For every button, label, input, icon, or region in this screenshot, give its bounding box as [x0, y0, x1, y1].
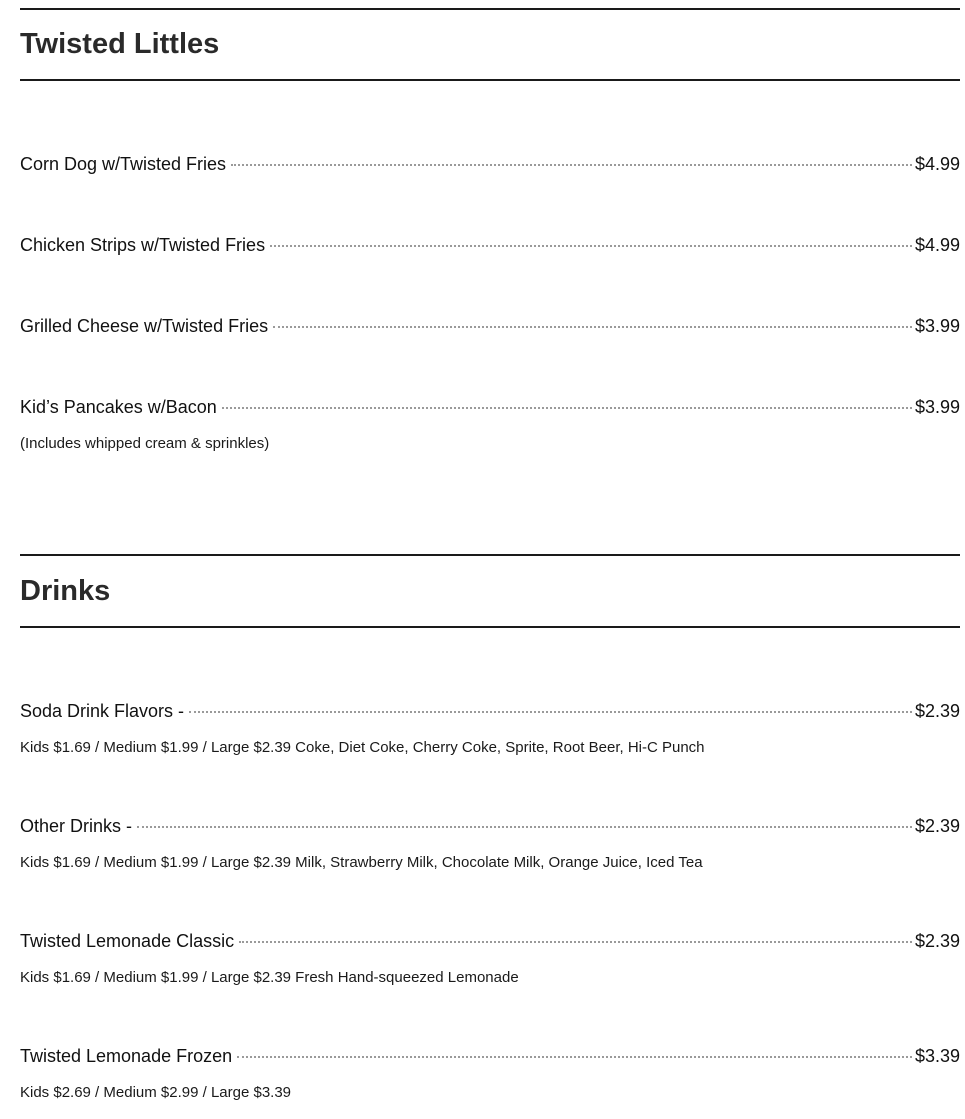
dotted-leader [189, 710, 912, 713]
dotted-leader [273, 325, 912, 328]
menu-item-twisted-lemonade-frozen [20, 1045, 960, 1067]
menu-item-price: $3.99 [914, 316, 960, 336]
menu-item-price: $2.39 [914, 816, 960, 836]
menu-item-chicken-strips [20, 234, 960, 256]
section-top-rule [20, 8, 960, 10]
dotted-leader [137, 825, 912, 828]
menu-item-name: Chicken Strips w/Twisted Fries [20, 235, 266, 255]
menu-item-name: Soda Drink Flavors - [20, 701, 185, 721]
dotted-leader [222, 406, 912, 409]
section-title-twisted-littles: Twisted Littles [20, 28, 220, 60]
menu-item-other-drinks [20, 815, 960, 837]
menu-item-price: $2.39 [914, 931, 960, 951]
menu-item-price: $4.99 [914, 235, 960, 255]
menu-item-kids-pancakes [20, 396, 960, 418]
menu-item-soda-drink-flavors [20, 700, 960, 722]
menu-item-description: Kids $1.69 / Medium $1.99 / Large $2.39 Coke, Diet Coke, Cherry Coke, Sprite, Root Beer, Hi-C Punch [20, 739, 705, 756]
dotted-leader [231, 163, 912, 166]
dotted-leader [239, 940, 912, 943]
menu-item-price: $4.99 [914, 154, 960, 174]
menu-item-twisted-lemonade-classic [20, 930, 960, 952]
menu-item-price: $2.39 [914, 701, 960, 721]
menu-item-description: (Includes whipped cream & sprinkles) [20, 435, 270, 452]
menu-item-name: Kid’s Pancakes w/Bacon [20, 397, 217, 417]
menu-item-description: Kids $1.69 / Medium $1.99 / Large $2.39 Milk, Strawberry Milk, Chocolate Milk, Orange Juice, Iced Tea [20, 854, 703, 871]
menu-item-price: $3.99 [914, 397, 960, 417]
section-title-drinks: Drinks [20, 575, 111, 607]
dotted-leader [270, 244, 912, 247]
menu-item-name: Twisted Lemonade Classic [20, 931, 235, 951]
dotted-leader [237, 1055, 912, 1058]
menu-item-name: Grilled Cheese w/Twisted Fries [20, 316, 269, 336]
section-bottom-rule [20, 626, 960, 628]
menu-item-corn-dog [20, 153, 960, 175]
menu-item-name: Other Drinks - [20, 816, 133, 836]
menu-item-name: Twisted Lemonade Frozen [20, 1046, 233, 1066]
menu-item-price: $3.39 [914, 1046, 960, 1066]
menu-item-grilled-cheese [20, 315, 960, 337]
menu-item-name: Corn Dog w/Twisted Fries [20, 154, 227, 174]
section-bottom-rule [20, 79, 960, 81]
menu-item-description: Kids $2.69 / Medium $2.99 / Large $3.39 [20, 1084, 292, 1101]
menu-item-description: Kids $1.69 / Medium $1.99 / Large $2.39 Fresh Hand-squeezed Lemonade [20, 969, 519, 986]
section-top-rule [20, 554, 960, 556]
